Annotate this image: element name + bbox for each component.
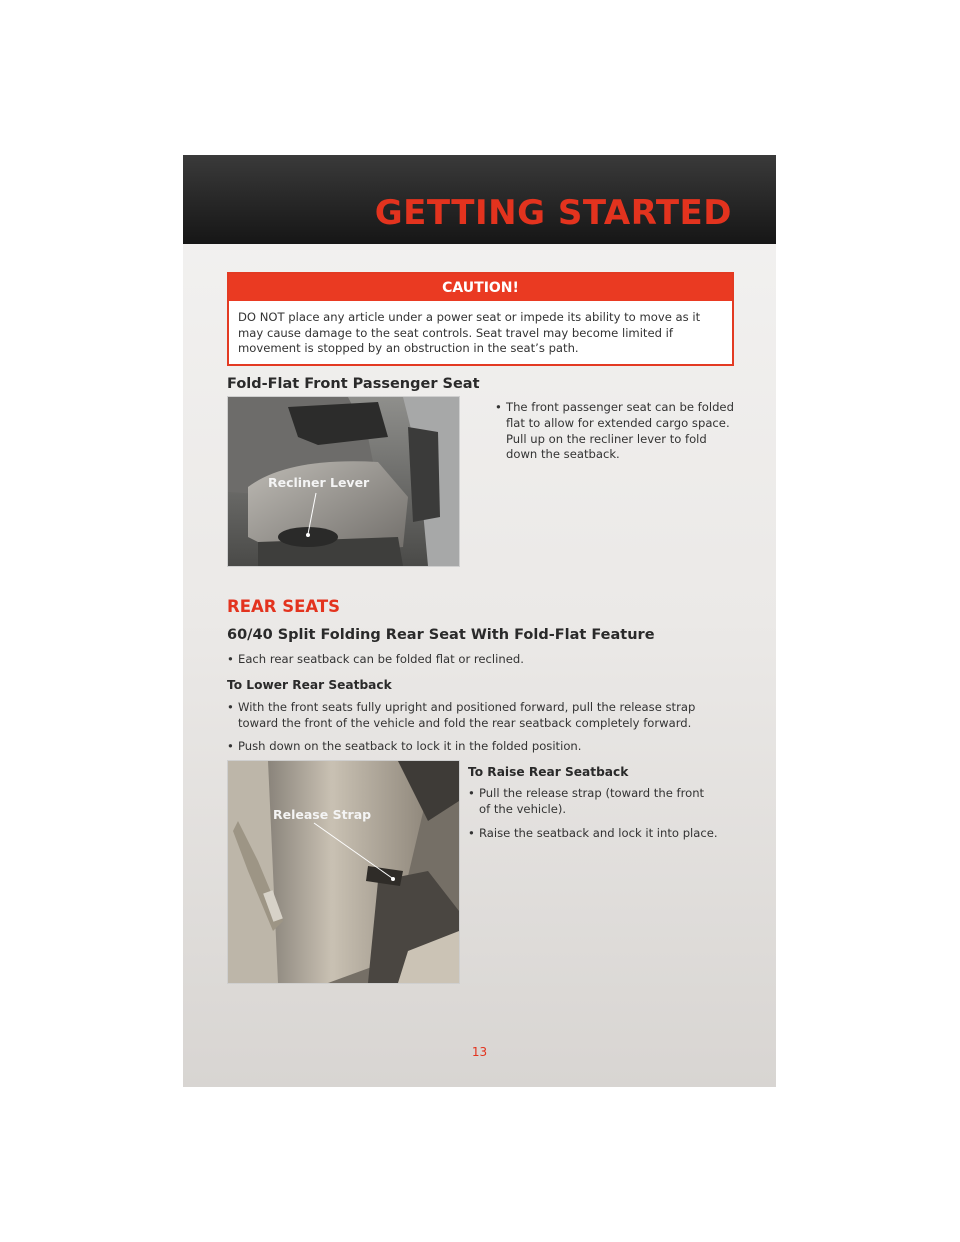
callout-line — [228, 761, 459, 983]
release-strap-photo — [227, 760, 460, 984]
caution-title: CAUTION! — [229, 274, 732, 301]
bullet-text: Push down on the seatback to lock it in the folded position. — [238, 739, 582, 753]
bullet-text: With the front seats fully upright and positioned forward, pull the release strap toward the front of the vehicle and fold the rear seatback completely forward. — [238, 700, 696, 730]
recliner-lever-label: Recliner Lever — [268, 475, 370, 490]
manual-page — [183, 155, 776, 1087]
lower-seatback-heading: To Lower Rear Seatback — [227, 678, 392, 692]
raise-bullet-1: • Pull the release strap (toward the front of the vehicle). — [468, 786, 705, 816]
release-strap-label: Release Strap — [273, 807, 372, 822]
fold-flat-bullet: • The front passenger seat can be folded flat to allow for extended cargo space. Pull up on the recliner lever to fold down the seatback. — [495, 400, 734, 462]
callout-line — [228, 397, 459, 566]
section-title: GETTING STARTED — [374, 193, 732, 233]
rear-intro-bullet: • Each rear seatback can be folded flat or reclined. — [227, 652, 524, 666]
fold-flat-heading: Fold-Flat Front Passenger Seat — [227, 376, 480, 392]
recliner-lever-photo — [227, 396, 460, 567]
section-header — [183, 155, 776, 244]
bullet-text: Each rear seatback can be folded flat or reclined. — [238, 652, 524, 666]
caution-text: DO NOT place any article under a power seat or impede its ability to move as it may cause damage to the seat controls. Seat travel may become limited if movement is stopped by an obstruction in the seat’s path. — [238, 310, 701, 356]
bullet-text: Pull the release strap (toward the front of the vehicle). — [479, 786, 705, 816]
lower-bullet-2: • Push down on the seatback to lock it in the folded position. — [227, 739, 582, 753]
rear-seats-heading: REAR SEATS — [227, 597, 340, 616]
raise-bullet-2: • Raise the seatback and lock it into place. — [468, 826, 718, 840]
bullet-text: Raise the seatback and lock it into place. — [479, 826, 718, 840]
lower-bullet-1: • With the front seats fully upright and positioned forward, pull the release strap toward the front of the vehicle and fold the rear seatback completely forward. — [227, 700, 696, 730]
caution-box — [227, 272, 734, 366]
raise-seatback-heading: To Raise Rear Seatback — [468, 765, 629, 779]
split-folding-heading: 60/40 Split Folding Rear Seat With Fold-Flat Feature — [227, 627, 655, 643]
bullet-text: The front passenger seat can be folded flat to allow for extended cargo space. Pull up on the recliner lever to fold down the seatback. — [506, 400, 734, 462]
page-number: 13 — [471, 1045, 488, 1059]
